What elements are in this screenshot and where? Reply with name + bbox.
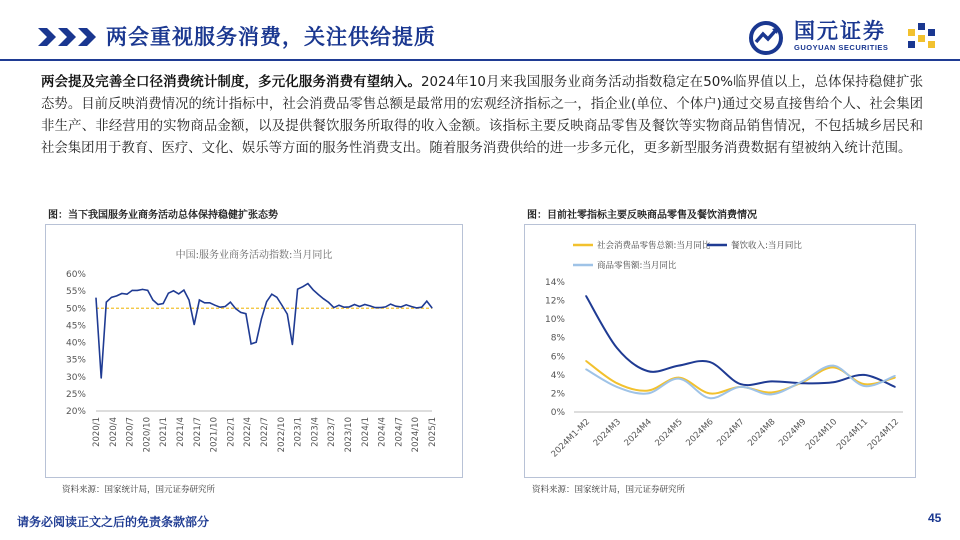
chart1-data-point	[106, 302, 107, 303]
chart2-y-tick-label: 14%	[544, 278, 565, 288]
chart1-data-point	[287, 314, 288, 315]
chart1-data-point	[416, 307, 417, 308]
chart1-y-tick-label: 60%	[65, 270, 86, 280]
chart2-data-point	[771, 392, 773, 394]
body-lead: 两会提及完善全口径消费统计制度，多元化服务消费有望纳入。	[41, 75, 422, 90]
chevrons-icon	[38, 26, 100, 48]
chart1-x-tick-label: 2024/4	[377, 417, 388, 447]
chart1-y-tick-label: 55%	[65, 287, 86, 298]
chart2-y-tick-label: 8%	[550, 333, 565, 344]
chart1-series-line	[96, 284, 432, 379]
chart2-y-tick-label: 12%	[544, 296, 565, 307]
chart1-data-point	[323, 298, 324, 299]
chart2-x-tick-label: 2024M8	[746, 417, 778, 449]
chart2-x-tick-label: 2024M3	[591, 417, 624, 449]
chart1-y-tick-label: 35%	[65, 355, 86, 366]
chart1-data-point	[369, 305, 370, 306]
chart1-data-point	[230, 302, 231, 303]
chart1-data-point	[111, 297, 112, 298]
chart1-data-point	[344, 307, 345, 308]
disclaimer-note: 请务必阅读正文之后的免责条款部分	[17, 515, 210, 529]
chart1-data-point	[121, 293, 122, 294]
figure2-caption: 图：目前社零指标主要反映商品零售及餐饮消费情况	[527, 210, 757, 221]
chart1-data-point	[307, 283, 308, 284]
chart1-x-tick-label: 2023/4	[310, 417, 321, 447]
chart2-data-point	[647, 370, 649, 372]
chart1-x-tick-label: 2024/7	[394, 417, 405, 447]
chart2-data-point	[894, 375, 896, 377]
chart2-series-line	[586, 366, 895, 399]
chart2-data-point	[585, 360, 587, 362]
logo-text-en: GUOYUAN SECURITIES	[794, 43, 889, 52]
chart1-y-tick-label: 50%	[65, 304, 86, 315]
chart1-data-point	[251, 343, 252, 344]
chart1-x-tick-label: 2022/1	[226, 417, 237, 447]
chart1-data-point	[173, 290, 174, 291]
chart1-data-point	[318, 294, 319, 295]
chart2-data-point	[740, 383, 742, 385]
chart1-y-tick-label: 20%	[65, 407, 86, 417]
chart1-data-point	[163, 303, 164, 304]
chart1-x-tick-label: 2023/7	[327, 417, 338, 447]
page-number: 45	[928, 511, 942, 525]
chart1-svg	[46, 225, 462, 477]
logo-text-cn: 国元证券	[794, 19, 886, 43]
chart2-x-tick-label: 2024M10	[804, 417, 840, 453]
chart1-data-point	[426, 301, 427, 302]
chart1-data-point	[375, 307, 376, 308]
chart2-x-tick-label: 2024M11	[835, 417, 871, 453]
chart2-y-tick-label: 6%	[550, 352, 565, 363]
figure1-panel	[45, 224, 463, 478]
chart2-legend-label: 餐饮收入:当月同比	[731, 241, 802, 251]
chart1-x-tick-label: 2022/4	[243, 417, 254, 447]
chart2-data-point	[678, 365, 680, 367]
chart2-x-tick-label: 2024M9	[777, 417, 809, 449]
chart2-x-tick-label: 2024M7	[715, 417, 747, 449]
body-text: 2024年10月来我国服务业商务活动指数稳定在50%临界值以上，总体保持稳健扩张态势。目前反映消费情况的统计指标中，社会消费品零售总额是最常用的宏观经济指标之一，指企业(单位、个体户)通过交易直接售给个人、社会集团非生产、非经营用的实物商品金额，以及提供餐饮服务所取得的收入金额。该指标主要反映商品零售及餐饮等实物商品销售情况，不包括城乡居民和社会集团用于教育、医疗、文化、娱乐等方面的服务性消费支出。随着服务消费供给的进一步多元化，更多新型服务消费数据有望被纳入统计范围。	[41, 75, 923, 156]
chart2-x-tick-label: 2024M12	[865, 417, 902, 453]
chart1-data-point	[194, 324, 195, 325]
chart1-data-point	[256, 342, 257, 343]
chart1-data-point	[292, 344, 293, 345]
brand-logo	[744, 17, 944, 59]
chart1-data-point	[220, 307, 221, 308]
chart2-legend-label: 社会消费品零售总额:当月同比	[597, 241, 711, 251]
figure1-source: 资料来源：国家统计局，国元证券研究所	[62, 485, 216, 495]
chart1-x-tick-label: 2023/1	[293, 417, 304, 447]
chart2-data-point	[616, 386, 618, 388]
chart2-x-tick-label: 2024M5	[653, 417, 685, 449]
body-paragraph	[41, 72, 923, 160]
chart1-data-point	[390, 304, 391, 305]
chart2-data-point	[678, 378, 680, 380]
chart1-data-point	[313, 289, 314, 290]
chart1-data-point	[188, 299, 189, 300]
chart1-x-tick-label: 2021/7	[192, 417, 203, 447]
chart1-data-point	[147, 290, 148, 291]
chart2-data-point	[894, 386, 896, 388]
figure2-panel	[524, 224, 916, 478]
chart1-data-point	[354, 304, 355, 305]
chart2-data-point	[709, 393, 711, 395]
chart2-x-tick-label: 2024M4	[622, 417, 654, 449]
chart1-title: 中国:服务业商务活动指数:当月同比	[175, 250, 333, 261]
chart1-y-tick-label: 40%	[65, 338, 86, 349]
chart1-data-point	[183, 290, 184, 291]
chart1-data-point	[400, 306, 401, 307]
chart2-data-point	[832, 367, 834, 369]
chart1-x-tick-label: 2022/10	[276, 417, 287, 453]
chart1-data-point	[126, 294, 127, 295]
logo-decoration-icon	[906, 21, 942, 55]
chart1-x-tick-label: 2021/10	[209, 417, 220, 453]
chart2-data-point	[863, 374, 865, 376]
chart2-legend-label: 商品零售额:当月同比	[597, 261, 677, 271]
chart2-data-point	[771, 394, 773, 396]
chart1-data-point	[385, 306, 386, 307]
chart1-data-point	[168, 293, 169, 294]
chart1-data-point	[132, 290, 133, 291]
chart2-data-point	[740, 386, 742, 388]
chart1-x-tick-label: 2020/4	[108, 417, 119, 447]
chart1-data-point	[240, 312, 241, 313]
chart1-x-tick-label: 2021/1	[159, 417, 170, 447]
chart1-data-point	[431, 307, 432, 308]
chart1-data-point	[338, 305, 339, 306]
chart2-x-tick-label: 2024M1-M2	[549, 417, 593, 460]
chart1-x-tick-label: 2025/1	[428, 417, 438, 447]
chart1-data-point	[302, 286, 303, 287]
chart1-data-point	[266, 301, 267, 302]
chart2-y-tick-label: 4%	[550, 370, 565, 381]
page-title: 两会重视服务消费，关注供给提质	[106, 25, 436, 49]
chart2-data-point	[616, 382, 618, 384]
chart2-data-point	[863, 383, 865, 385]
chart1-y-tick-label: 25%	[65, 389, 86, 400]
chart1-data-point	[328, 302, 329, 303]
chart1-data-point	[411, 306, 412, 307]
chart2-svg	[525, 225, 915, 477]
chart2-series-line	[586, 296, 895, 387]
chart2-data-point	[771, 381, 773, 383]
chart1-data-point	[261, 318, 262, 319]
chart1-data-point	[101, 378, 102, 379]
chart1-data-point	[364, 304, 365, 305]
chart1-x-tick-label: 2024/1	[360, 417, 371, 447]
chart2-x-tick-label: 2024M6	[684, 417, 716, 449]
chart1-data-point	[95, 297, 96, 298]
chart2-data-point	[585, 369, 587, 371]
chart2-data-point	[616, 347, 618, 349]
chart1-x-tick-label: 2024/10	[411, 417, 422, 453]
chart1-data-point	[157, 304, 158, 305]
chart1-data-point	[333, 307, 334, 308]
chart1-x-tick-label: 2021/4	[176, 417, 186, 447]
chart1-data-point	[225, 306, 226, 307]
chart1-x-tick-label: 2020/1	[92, 417, 102, 447]
chart1-x-tick-label: 2022/7	[260, 417, 270, 447]
chart1-data-point	[349, 306, 350, 307]
chart1-data-point	[204, 302, 205, 303]
logo-mark-icon	[748, 20, 788, 56]
chart1-data-point	[395, 306, 396, 307]
chart2-data-point	[709, 397, 711, 399]
chart2-y-tick-label: 2%	[550, 389, 565, 400]
chart1-y-tick-label: 30%	[65, 372, 86, 383]
chart1-data-point	[380, 307, 381, 308]
chart2-y-tick-label: 10%	[544, 315, 565, 326]
chart1-data-point	[359, 306, 360, 307]
chart1-data-point	[282, 305, 283, 306]
chart1-data-point	[209, 302, 210, 303]
chart1-data-point	[178, 293, 179, 294]
chart1-x-tick-label: 2023/10	[344, 417, 354, 453]
chart2-data-point	[647, 393, 649, 395]
chart1-data-point	[142, 289, 143, 290]
chart2-data-point	[802, 381, 804, 383]
chart1-data-point	[214, 305, 215, 306]
figure1-caption: 图：当下我国服务业商务活动总体保持稳健扩张态势	[48, 210, 278, 221]
chart1-x-tick-label: 2020/10	[142, 417, 153, 453]
chart2-data-point	[863, 385, 865, 387]
header-bar	[0, 17, 960, 61]
chart1-data-point	[235, 308, 236, 309]
chart1-data-point	[406, 304, 407, 305]
chart1-data-point	[152, 299, 153, 300]
chart1-data-point	[199, 299, 200, 300]
chart1-data-point	[116, 295, 117, 296]
chart2-data-point	[585, 295, 587, 297]
chart2-data-point	[832, 365, 834, 367]
chart2-data-point	[709, 361, 711, 363]
chart1-x-tick-label: 2020/7	[125, 417, 136, 447]
chart1-data-point	[297, 289, 298, 290]
chart2-data-point	[647, 390, 649, 392]
chart1-data-point	[276, 297, 277, 298]
chart1-data-point	[245, 313, 246, 314]
chart1-y-tick-label: 45%	[65, 321, 86, 332]
chart2-y-tick-label: 0%	[550, 408, 565, 418]
figure2-source: 资料来源：国家统计局，国元证券研究所	[532, 485, 686, 495]
chart1-data-point	[137, 290, 138, 291]
chart2-data-point	[832, 382, 834, 384]
chart1-data-point	[421, 307, 422, 308]
chart1-data-point	[271, 294, 272, 295]
